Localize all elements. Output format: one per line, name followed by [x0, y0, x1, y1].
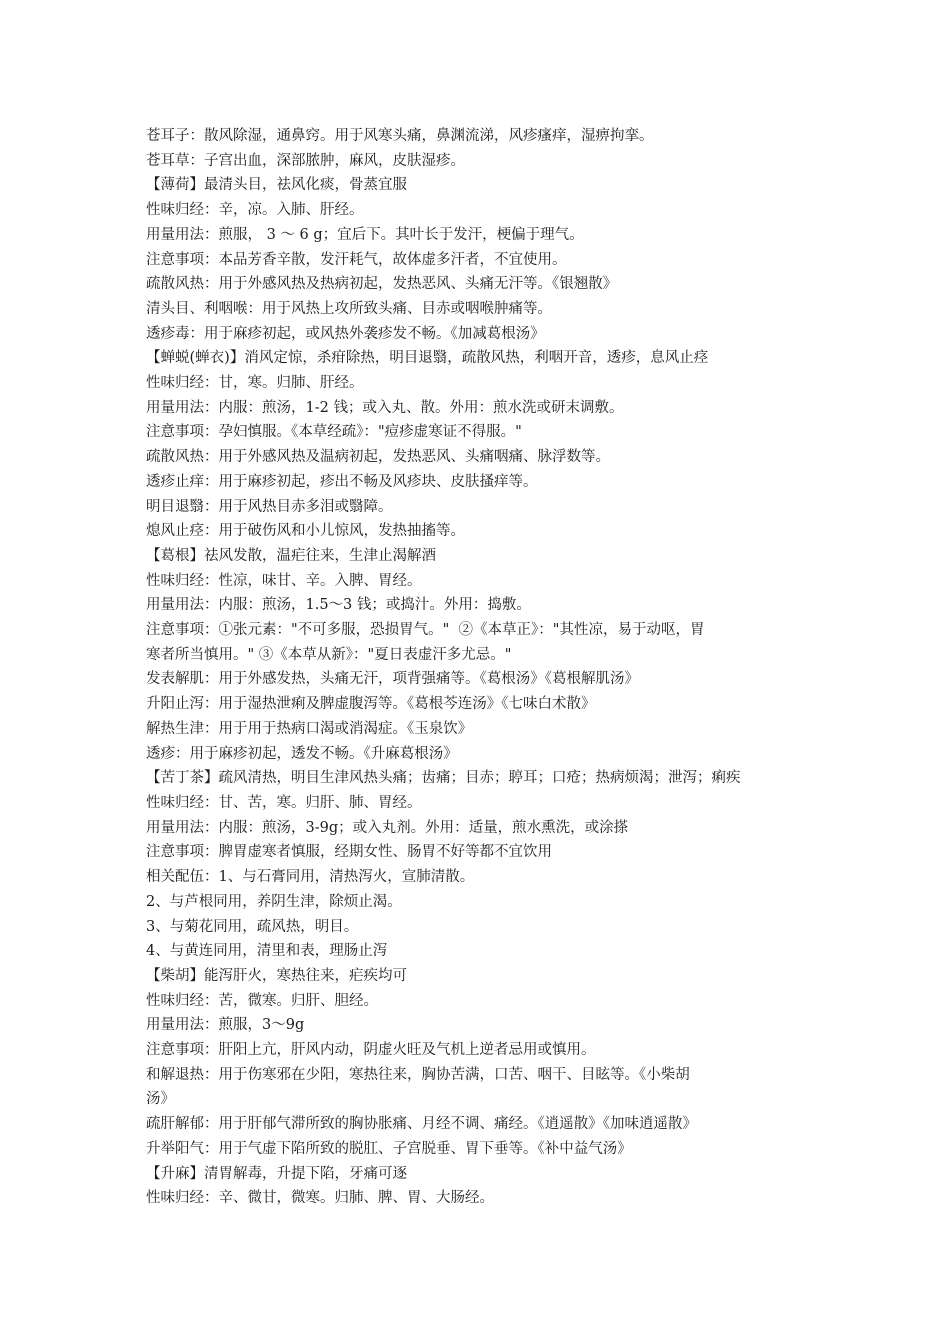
text-line: 2、与芦根同用，养阴生津，除烦止渴。 — [146, 893, 402, 910]
text-line: 透疹：用于麻疹初起，透发不畅。《升麻葛根汤》 — [146, 745, 458, 762]
text-line: 清头目、利咽喉：用于风热上攻所致头痛、目赤或咽喉肿痛等。 — [146, 300, 552, 317]
text-line: 苍耳草：子宫出血，深部脓肿，麻风，皮肤湿疹。 — [146, 152, 465, 169]
text-line: 性味归经：辛，凉。入肺、肝经。 — [146, 202, 364, 219]
text-line: 【葛根】祛风发散，温疟往来，生津止渴解酒 — [146, 547, 436, 564]
text-line: 注意事项：本品芳香辛散，发汗耗气，故体虚多汗者，不宜使用。 — [146, 251, 567, 268]
text-line: 用量用法：内服：煎汤，1.5～3 钱；或捣汁。外用：捣敷。 — [146, 597, 531, 614]
text-line: 性味归经：苦，微寒。归肝、胆经。 — [146, 992, 378, 1009]
text-line: 注意事项：①张元素："不可多服，恐损胃气。" ②《本草正》："其性凉，易于动呕，胃 — [146, 622, 705, 639]
text-line: 【蝉蜕(蝉衣)】消风定惊，杀疳除热，明目退翳，疏散风热，利咽开音，透疹，息风止痉 — [146, 350, 709, 367]
text-line: 性味归经：性凉，味甘、辛。入脾、胃经。 — [146, 572, 422, 589]
text-line: 疏散风热：用于外感风热及温病初起，发热恶风、头痛咽痛、脉浮数等。 — [146, 449, 610, 466]
text-line: 【升麻】清胃解毒，升提下陷，牙痛可逐 — [146, 1165, 407, 1182]
text-line: 明目退翳：用于风热目赤多泪或翳障。 — [146, 498, 393, 515]
text-line: 用量用法：煎服，3～9g — [146, 1017, 305, 1034]
text-line: 【苦丁茶】疏风清热，明目生津风热头痛；齿痛；目赤；聤耳；口疮；热病烦渴；泄泻；痢疾 — [146, 770, 741, 787]
text-line: 解热生津：用于用于热病口渴或消渴症。《玉泉饮》 — [146, 720, 473, 737]
text-line: 苍耳子：散风除湿，通鼻窍。用于风寒头痛，鼻渊流涕，风疹瘙痒，湿痹拘挛。 — [146, 128, 654, 144]
text-line: 4、与黄连同用，清里和表，理肠止泻 — [146, 943, 388, 960]
text-line: 注意事项：肝阳上亢，肝风内动，阴虚火旺及气机上逆者忌用或慎用。 — [146, 1042, 596, 1059]
text-line: 用量用法：内服：煎汤，1-2 钱；或入丸、散。外用：煎水洗或研末调敷。 — [146, 399, 624, 416]
text-line: 汤》 — [146, 1091, 175, 1108]
text-line: 【柴胡】能泻肝火，寒热往来，疟疾均可 — [146, 967, 407, 984]
text-line: 性味归经：甘、苦，寒。归肝、肺、胃经。 — [146, 794, 422, 811]
text-line: 发表解肌：用于外感发热，头痛无汗，项背强痛等。《葛根汤》《葛根解肌汤》 — [146, 671, 639, 688]
text-line: 【薄荷】最清头目，祛风化痰，骨蒸宜服 — [146, 177, 407, 194]
text-line: 性味归经：甘，寒。归肺、肝经。 — [146, 375, 364, 392]
text-line: 升举阳气：用于气虚下陷所致的脱肛、子宫脱垂、胃下垂等。《补中益气汤》 — [146, 1140, 632, 1157]
text-line: 透疹毒：用于麻疹初起，或风热外袭疹发不畅。《加减葛根汤》 — [146, 325, 545, 342]
text-line: 注意事项：孕妇慎服。《本草经疏》："痘疹虚寒证不得服。" — [146, 424, 522, 441]
text-line: 用量用法：内服：煎汤，3-9g；或入丸剂。外用：适量，煎水熏洗，或涂搽 — [146, 819, 629, 836]
text-line: 3、与菊花同用，疏风热，明目。 — [146, 918, 359, 935]
text-line: 熄风止痉：用于破伤风和小儿惊风，发热抽搐等。 — [146, 523, 465, 540]
text-line: 寒者所当慎用。" ③《本草从新》："夏日表虚汗多尤忌。" — [146, 646, 512, 663]
text-line: 用量用法：煎服， 3 ～ 6 g；宜后下。其叶长于发汗，梗偏于理气。 — [146, 226, 584, 243]
text-line: 性味归经：辛、微甘，微寒。归肺、脾、胃、大肠经。 — [146, 1190, 494, 1207]
text-line: 相关配伍：1、与石膏同用，清热泻火，宣肺清散。 — [146, 869, 475, 886]
document-body — [146, 124, 816, 1211]
text-line: 透疹止痒：用于麻疹初起，疹出不畅及风疹块、皮肤搔痒等。 — [146, 473, 538, 490]
text-line: 注意事项：脾胃虚寒者慎服，经期女性、肠胃不好等都不宜饮用 — [146, 844, 552, 861]
text-line: 疏肝解郁：用于肝郁气滞所致的胸协胀痛、月经不调、痛经。《逍遥散》《加味逍遥散》 — [146, 1116, 697, 1133]
text-line: 和解退热：用于伤寒邪在少阳，寒热往来，胸协苦满，口苦、咽干、目眩等。《小柴胡 — [146, 1066, 690, 1083]
text-line: 疏散风热：用于外感风热及热病初起，发热恶风、头痛无汗等。《银翘散》 — [146, 276, 618, 293]
text-line: 升阳止泻：用于湿热泄痢及脾虚腹泻等。《葛根芩连汤》《七味白术散》 — [146, 696, 596, 713]
